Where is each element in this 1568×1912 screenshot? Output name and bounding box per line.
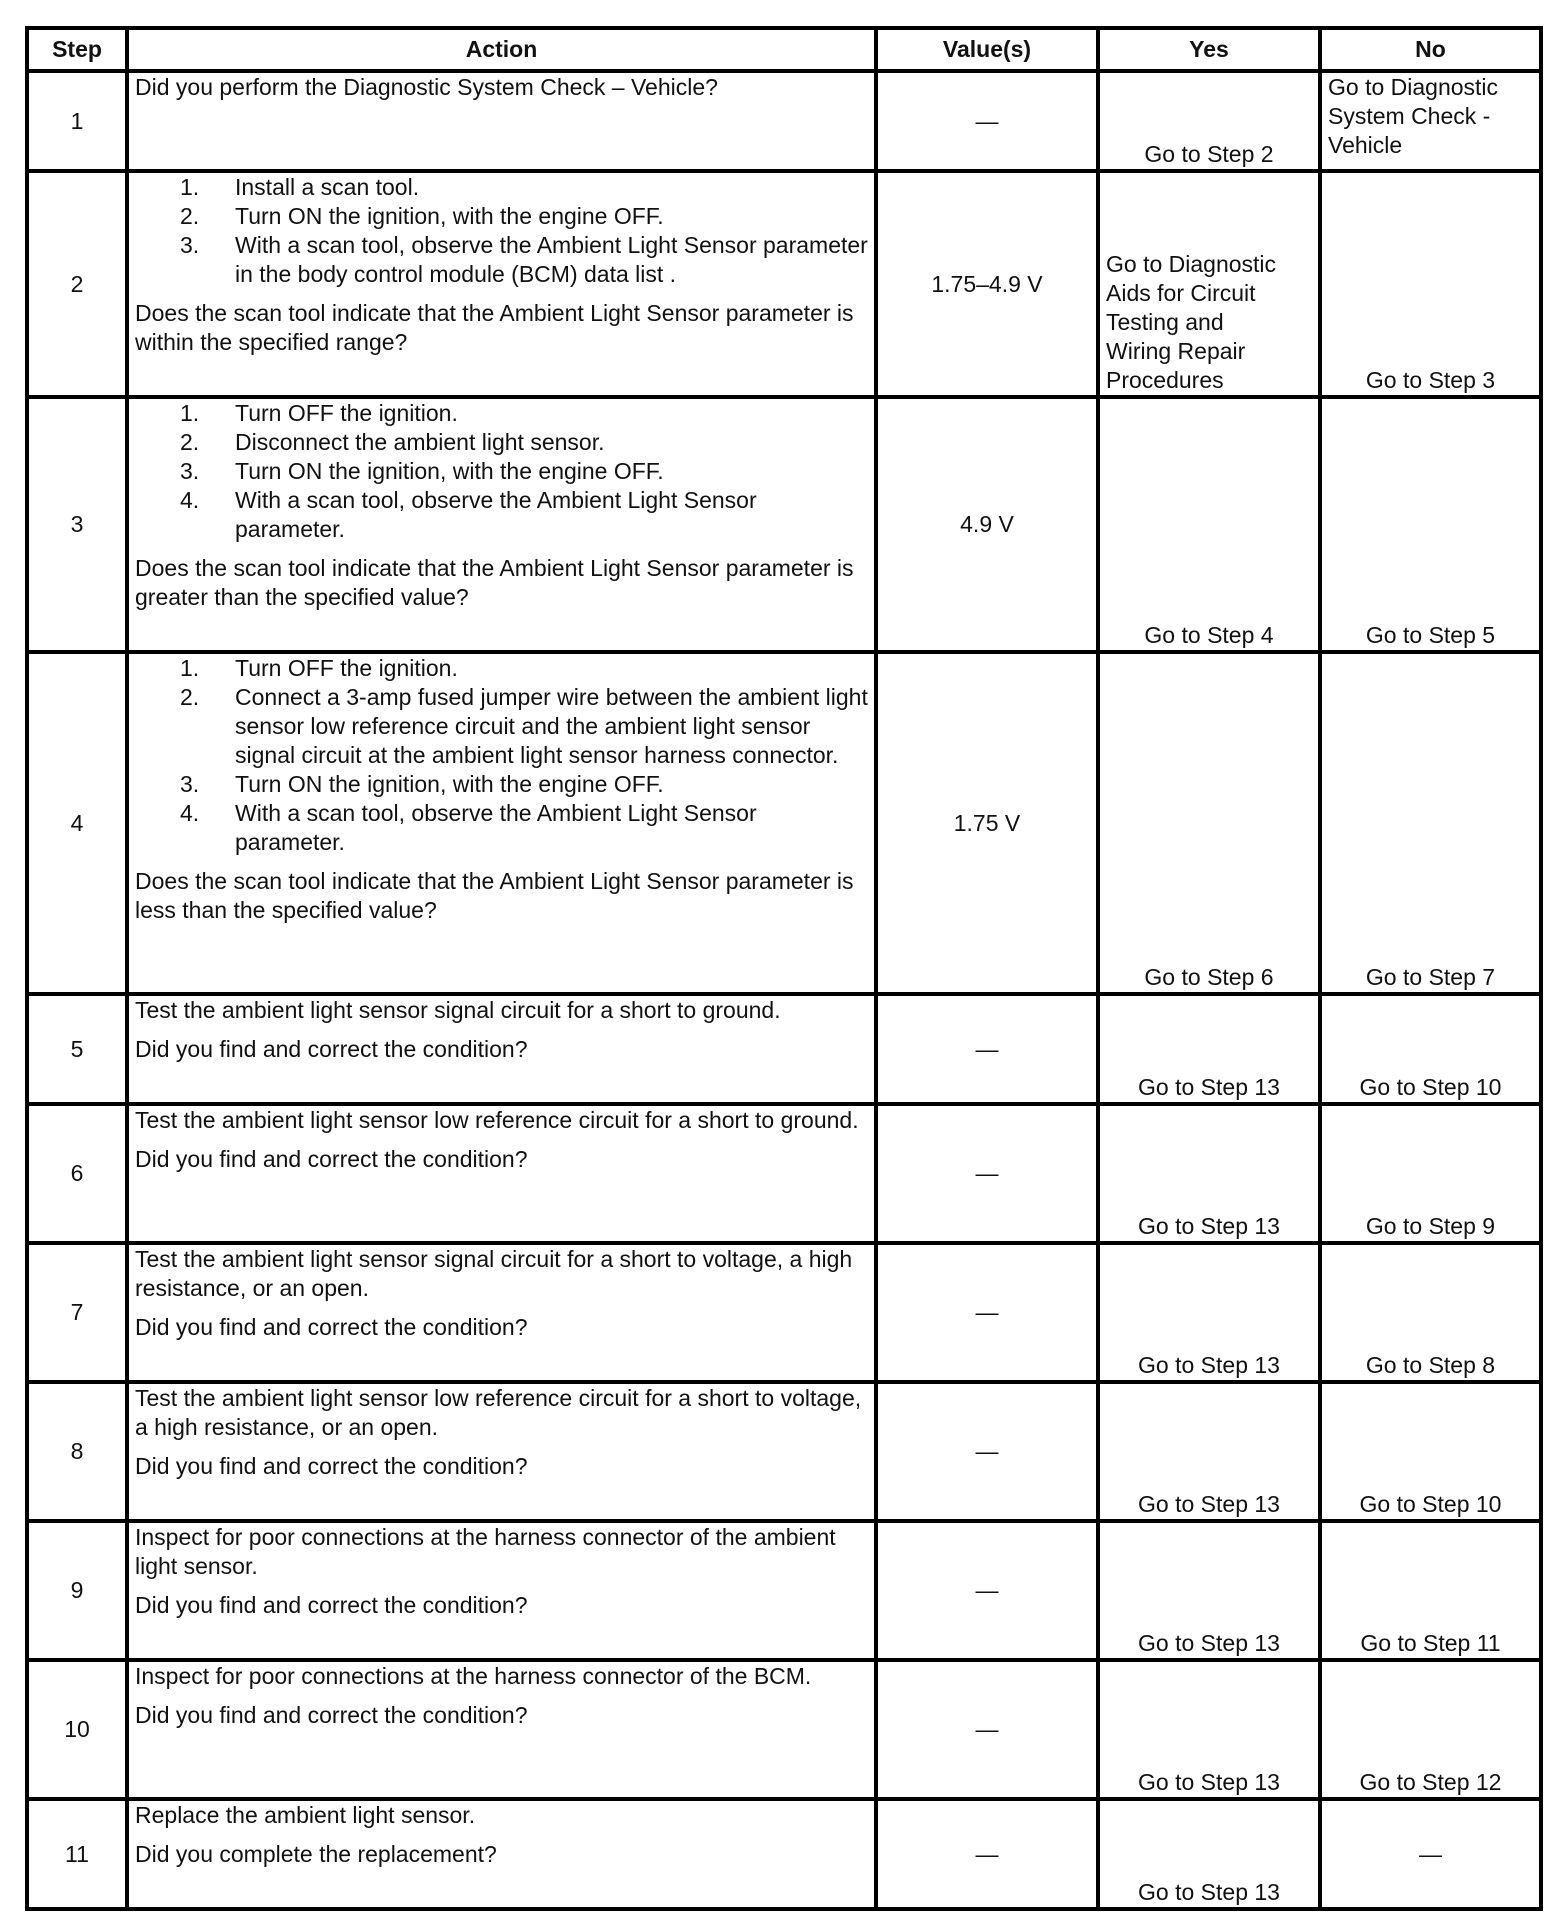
- action-cell: [127, 652, 876, 994]
- header-row: [27, 28, 1541, 71]
- substep: 4. With a scan tool, observe the Ambient Light Sensor parameter.: [180, 800, 757, 855]
- yes-cell: [1098, 397, 1320, 652]
- value-cell: —: [876, 1521, 1098, 1660]
- no-link[interactable]: Go to Step 3: [1365, 367, 1496, 393]
- no-link[interactable]: Go to Diagnostic System Check - Vehicle: [1328, 74, 1499, 158]
- action-question: Did you complete the replacement?: [135, 1841, 497, 1867]
- header-no: No: [1320, 28, 1541, 71]
- yes-link[interactable]: Go to Step 13: [1138, 1630, 1280, 1656]
- yes-link[interactable]: Go to Step 13: [1138, 1491, 1280, 1517]
- action-question: Did you find and correct the condition?: [135, 1036, 528, 1062]
- no-cell: [1320, 1382, 1541, 1521]
- no-link[interactable]: Go to Step 9: [1365, 1213, 1496, 1239]
- action-cell: [127, 1660, 876, 1799]
- table-body: [27, 71, 1541, 1909]
- action-question: Does the scan tool indicate that the Ambient Light Sensor parameter is within the specified range?: [135, 300, 854, 355]
- action-question: Does the scan tool indicate that the Ambient Light Sensor parameter is greater than the specified value?: [135, 555, 854, 610]
- yes-link[interactable]: Go to Step 2: [1144, 141, 1274, 167]
- yes-cell: [1098, 71, 1320, 171]
- yes-cell: [1098, 1104, 1320, 1243]
- no-cell: [1320, 1104, 1541, 1243]
- substep: 1. Turn OFF the ignition.: [180, 400, 458, 426]
- yes-link[interactable]: Go to Diagnostic Aids for Circuit Testing and Wiring Repair Procedures: [1106, 251, 1277, 393]
- action-intro: Test the ambient light sensor signal circuit for a short to voltage, a high resistance, or an open.: [135, 1246, 853, 1301]
- yes-link[interactable]: Go to Step 13: [1138, 1879, 1280, 1905]
- step-number: 5: [27, 994, 127, 1104]
- action-question: Did you find and correct the condition?: [135, 1702, 528, 1728]
- yes-link[interactable]: Go to Step 13: [1138, 1213, 1280, 1239]
- value-cell: —: [876, 1799, 1098, 1909]
- action-intro: Inspect for poor connections at the harness connector of the BCM.: [135, 1663, 812, 1689]
- header-values: Value(s): [876, 28, 1098, 71]
- step-number: 7: [27, 1243, 127, 1382]
- action-question: Did you find and correct the condition?: [135, 1592, 528, 1618]
- value-cell: —: [876, 1382, 1098, 1521]
- no-cell: [1320, 1521, 1541, 1660]
- substep-list: [135, 173, 868, 289]
- no-link[interactable]: Go to Step 5: [1365, 622, 1496, 648]
- action-cell: [127, 994, 876, 1104]
- no-link[interactable]: Go to Step 7: [1365, 964, 1496, 990]
- table-row: [27, 1521, 1541, 1660]
- substep: 2. Connect a 3-amp fused jumper wire between the ambient light sensor low reference circuit and the ambient light sensor signal circuit at the ambient light sensor harness connector.: [180, 684, 868, 768]
- value-cell: 1.75–4.9 V: [876, 171, 1098, 397]
- no-cell: [1320, 994, 1541, 1104]
- table-row: [27, 171, 1541, 397]
- yes-cell: [1098, 1799, 1320, 1909]
- yes-link[interactable]: Go to Step 6: [1144, 964, 1274, 990]
- yes-cell: [1098, 652, 1320, 994]
- action-intro: Inspect for poor connections at the harness connector of the ambient light sensor.: [135, 1524, 836, 1579]
- step-number: 10: [27, 1660, 127, 1799]
- no-link[interactable]: Go to Step 10: [1359, 1491, 1502, 1517]
- substep: 4. With a scan tool, observe the Ambient Light Sensor parameter.: [180, 487, 757, 542]
- value-cell: —: [876, 994, 1098, 1104]
- step-number: 1: [27, 71, 127, 171]
- substep: 2. Disconnect the ambient light sensor.: [180, 429, 605, 455]
- step-number: 4: [27, 652, 127, 994]
- value-cell: 4.9 V: [876, 397, 1098, 652]
- step-number: 9: [27, 1521, 127, 1660]
- substep: 2. Turn ON the ignition, with the engine OFF.: [180, 203, 664, 229]
- table-header: [27, 28, 1541, 71]
- yes-cell: [1098, 171, 1320, 397]
- table-row: [27, 1799, 1541, 1909]
- value-cell: —: [876, 1660, 1098, 1799]
- action-question: Did you find and correct the condition?: [135, 1146, 528, 1172]
- no-link[interactable]: Go to Step 12: [1359, 1769, 1502, 1795]
- action-intro: Test the ambient light sensor low reference circuit for a short to ground.: [135, 1107, 859, 1133]
- table-row: [27, 1660, 1541, 1799]
- substep: 3. With a scan tool, observe the Ambient Light Sensor parameter in the body control module (BCM) data list .: [180, 232, 868, 287]
- action-cell: [127, 1104, 876, 1243]
- value-cell: —: [876, 1243, 1098, 1382]
- action-cell: [127, 1243, 876, 1382]
- action-cell: [127, 1521, 876, 1660]
- action-cell: [127, 397, 876, 652]
- no-cell: [1320, 1660, 1541, 1799]
- action-intro: Test the ambient light sensor low reference circuit for a short to voltage, a high resistance, or an open.: [135, 1385, 862, 1440]
- action-cell: [127, 171, 876, 397]
- no-link[interactable]: Go to Step 8: [1365, 1352, 1496, 1378]
- no-cell: [1320, 1243, 1541, 1382]
- yes-cell: [1098, 1521, 1320, 1660]
- action-cell: [127, 71, 876, 171]
- no-cell: [1320, 1799, 1541, 1909]
- action-intro: Replace the ambient light sensor.: [135, 1802, 476, 1828]
- value-cell: 1.75 V: [876, 652, 1098, 994]
- no-cell: [1320, 71, 1541, 171]
- yes-link[interactable]: Go to Step 13: [1138, 1769, 1280, 1795]
- substep: 3. Turn ON the ignition, with the engine OFF.: [180, 771, 664, 797]
- table-row: [27, 71, 1541, 171]
- header-action: Action: [127, 28, 876, 71]
- diagnostic-table: [25, 26, 1543, 1911]
- step-number: 3: [27, 397, 127, 652]
- table-row: [27, 1382, 1541, 1521]
- substep-list: [135, 399, 868, 544]
- substep: 1. Turn OFF the ignition.: [180, 655, 458, 681]
- table-row: [27, 1243, 1541, 1382]
- action-cell: [127, 1382, 876, 1521]
- yes-link[interactable]: Go to Step 13: [1138, 1352, 1280, 1378]
- substep: 1. Install a scan tool.: [180, 174, 420, 200]
- no-link[interactable]: Go to Step 10: [1359, 1074, 1502, 1100]
- action-intro: Test the ambient light sensor signal circuit for a short to ground.: [135, 997, 781, 1023]
- no-link[interactable]: Go to Step 11: [1360, 1630, 1501, 1656]
- substep-list: [135, 654, 868, 857]
- value-cell: —: [876, 1104, 1098, 1243]
- yes-cell: [1098, 1243, 1320, 1382]
- no-cell: [1320, 397, 1541, 652]
- table-row: [27, 1104, 1541, 1243]
- step-number: 8: [27, 1382, 127, 1521]
- yes-link[interactable]: Go to Step 4: [1144, 622, 1274, 648]
- header-yes: Yes: [1098, 28, 1320, 71]
- action-question: Does the scan tool indicate that the Ambient Light Sensor parameter is less than the specified value?: [135, 868, 854, 923]
- step-number: 2: [27, 171, 127, 397]
- action-intro: Did you perform the Diagnostic System Check – Vehicle?: [135, 74, 718, 100]
- no-link: —: [1419, 1840, 1442, 1867]
- yes-cell: [1098, 1382, 1320, 1521]
- table-row: [27, 397, 1541, 652]
- yes-link[interactable]: Go to Step 13: [1138, 1074, 1280, 1100]
- yes-cell: [1098, 1660, 1320, 1799]
- table-row: [27, 994, 1541, 1104]
- table-row: [27, 652, 1541, 994]
- value-cell: —: [876, 71, 1098, 171]
- action-cell: [127, 1799, 876, 1909]
- step-number: 6: [27, 1104, 127, 1243]
- no-cell: [1320, 652, 1541, 994]
- action-question: Did you find and correct the condition?: [135, 1453, 528, 1479]
- substep: 3. Turn ON the ignition, with the engine OFF.: [180, 458, 664, 484]
- no-cell: [1320, 171, 1541, 397]
- step-number: 11: [27, 1799, 127, 1909]
- header-step: Step: [27, 28, 127, 71]
- yes-cell: [1098, 994, 1320, 1104]
- action-question: Did you find and correct the condition?: [135, 1314, 528, 1340]
